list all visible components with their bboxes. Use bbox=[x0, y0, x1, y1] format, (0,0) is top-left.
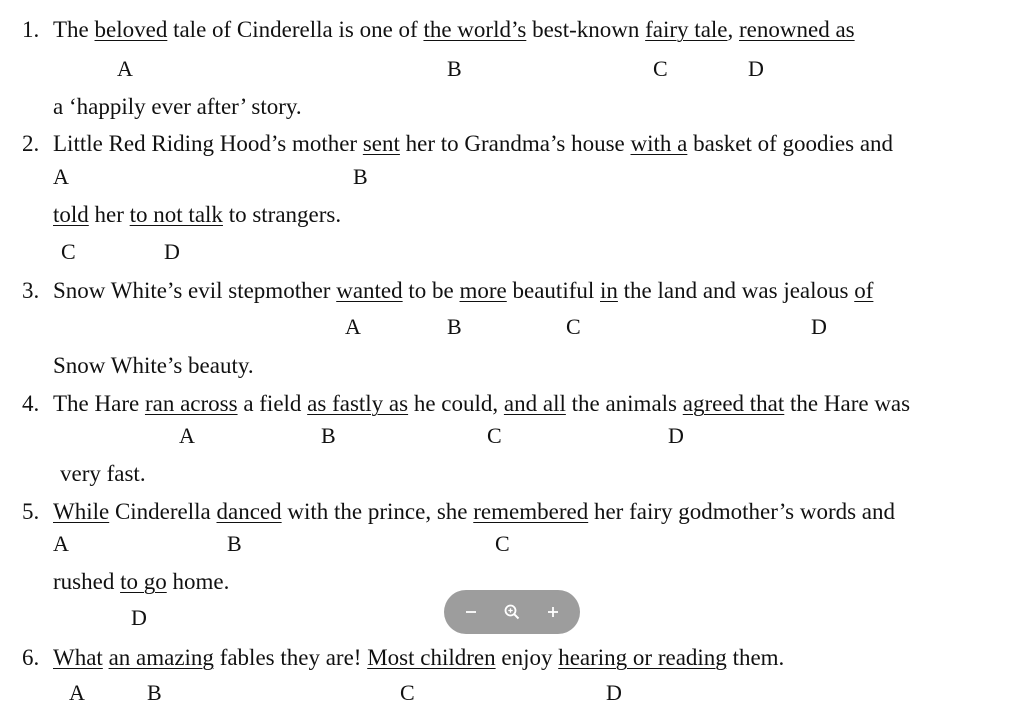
sentence-text: Little Red Riding Hood’s mother bbox=[53, 131, 363, 156]
option-label: C bbox=[487, 423, 502, 448]
underlined-option: to go bbox=[120, 569, 167, 594]
question-line-continued bbox=[53, 203, 341, 226]
question-number: 5. bbox=[22, 499, 40, 524]
option-label: C bbox=[61, 239, 76, 264]
option-label: B bbox=[447, 56, 462, 81]
sentence-text: with the prince, she bbox=[281, 499, 474, 524]
sentence-text: home. bbox=[166, 569, 230, 594]
sentence-text: tale of Cinderella is one of bbox=[167, 17, 424, 42]
sentence-text: Cinderella bbox=[109, 499, 217, 524]
magnifier-icon bbox=[503, 603, 521, 621]
option-label: C bbox=[653, 56, 668, 81]
sentence-text: her to Grandma’s house bbox=[399, 131, 631, 156]
question-line-continued bbox=[53, 95, 302, 118]
option-label: B bbox=[321, 423, 336, 448]
question-line-continued bbox=[60, 462, 146, 485]
sentence-text: he could, bbox=[408, 391, 504, 416]
underlined-option: with a bbox=[630, 131, 688, 156]
option-label: D bbox=[131, 605, 147, 630]
minus-icon bbox=[464, 605, 478, 619]
question-number: 6. bbox=[22, 645, 40, 670]
sentence-text: them. bbox=[726, 645, 785, 670]
sentence-text: to strangers. bbox=[222, 202, 342, 227]
question-number: 4. bbox=[22, 391, 40, 416]
option-label: A bbox=[69, 680, 85, 705]
underlined-option: sent bbox=[362, 131, 400, 156]
sentence-text: The bbox=[53, 17, 95, 42]
underlined-option: more bbox=[459, 278, 507, 303]
sentence-text: the animals bbox=[565, 391, 683, 416]
question-line bbox=[53, 132, 893, 155]
sentence-text: a field bbox=[237, 391, 308, 416]
question-line bbox=[53, 18, 855, 41]
underlined-option: to not talk bbox=[129, 202, 223, 227]
option-label: C bbox=[495, 531, 510, 556]
sentence-text: basket of goodies and bbox=[687, 131, 894, 156]
sentence-text: , bbox=[727, 17, 740, 42]
question-number: 1. bbox=[22, 17, 40, 42]
question-line bbox=[53, 392, 910, 415]
sentence-text: her fairy godmother’s words and bbox=[588, 499, 896, 524]
sentence-text: the Hare was bbox=[784, 391, 911, 416]
underlined-option: remembered bbox=[473, 499, 589, 524]
underlined-option: of bbox=[854, 278, 874, 303]
option-label: A bbox=[117, 56, 133, 81]
zoom-toolbar bbox=[444, 590, 580, 634]
underlined-option: ran across bbox=[144, 391, 238, 416]
underlined-option: wanted bbox=[336, 278, 403, 303]
underlined-option: told bbox=[53, 202, 89, 227]
underlined-option: fairy tale bbox=[645, 17, 728, 42]
sentence-text: best-known bbox=[526, 17, 646, 42]
option-label: B bbox=[227, 531, 242, 556]
option-label: A bbox=[53, 164, 69, 189]
sentence-text: to be bbox=[402, 278, 460, 303]
underlined-option: in bbox=[600, 278, 618, 303]
option-label: A bbox=[345, 314, 361, 339]
question-line bbox=[53, 646, 784, 669]
zoom-in-button[interactable] bbox=[536, 595, 570, 629]
underlined-option: an amazing bbox=[108, 645, 214, 670]
sentence-text: Snow White’s beauty. bbox=[53, 353, 254, 378]
question-number: 2. bbox=[22, 131, 40, 156]
question-line bbox=[53, 279, 873, 302]
option-label: A bbox=[53, 531, 69, 556]
underlined-option: What bbox=[53, 645, 103, 670]
option-label: D bbox=[811, 314, 827, 339]
underlined-option: agreed that bbox=[682, 391, 785, 416]
option-label: C bbox=[566, 314, 581, 339]
zoom-out-button[interactable] bbox=[454, 595, 488, 629]
sentence-text: The Hare bbox=[53, 391, 145, 416]
question-line bbox=[53, 500, 895, 523]
option-label: B bbox=[147, 680, 162, 705]
underlined-option: beloved bbox=[94, 17, 168, 42]
sentence-text: fables they are! bbox=[213, 645, 368, 670]
underlined-option: as fastly as bbox=[307, 391, 409, 416]
option-label: A bbox=[179, 423, 195, 448]
sentence-text: the land and was jealous bbox=[617, 278, 855, 303]
underlined-option: Most children bbox=[367, 645, 496, 670]
question-number: 3. bbox=[22, 278, 40, 303]
sentence-text: her bbox=[88, 202, 130, 227]
zoom-reset-button[interactable] bbox=[495, 595, 529, 629]
option-label: D bbox=[668, 423, 684, 448]
underlined-option: the world’s bbox=[423, 17, 527, 42]
sentence-text: enjoy bbox=[495, 645, 559, 670]
option-label: D bbox=[164, 239, 180, 264]
plus-icon bbox=[546, 605, 560, 619]
question-line-continued bbox=[53, 354, 254, 377]
sentence-text: rushed bbox=[53, 569, 121, 594]
option-label: D bbox=[748, 56, 764, 81]
underlined-option: renowned as bbox=[739, 17, 855, 42]
underlined-option: danced bbox=[216, 499, 282, 524]
underlined-option: While bbox=[53, 499, 110, 524]
option-label: D bbox=[606, 680, 622, 705]
option-label: B bbox=[447, 314, 462, 339]
sentence-text: a ‘happily ever after’ story. bbox=[53, 94, 302, 119]
question-line-continued bbox=[53, 570, 229, 593]
sentence-text: very fast. bbox=[60, 461, 146, 486]
sentence-text: beautiful bbox=[506, 278, 601, 303]
option-label: B bbox=[353, 164, 368, 189]
sentence-text: Snow White’s evil stepmother bbox=[53, 278, 337, 303]
underlined-option: and all bbox=[503, 391, 566, 416]
underlined-option: hearing or reading bbox=[558, 645, 727, 670]
option-label: C bbox=[400, 680, 415, 705]
